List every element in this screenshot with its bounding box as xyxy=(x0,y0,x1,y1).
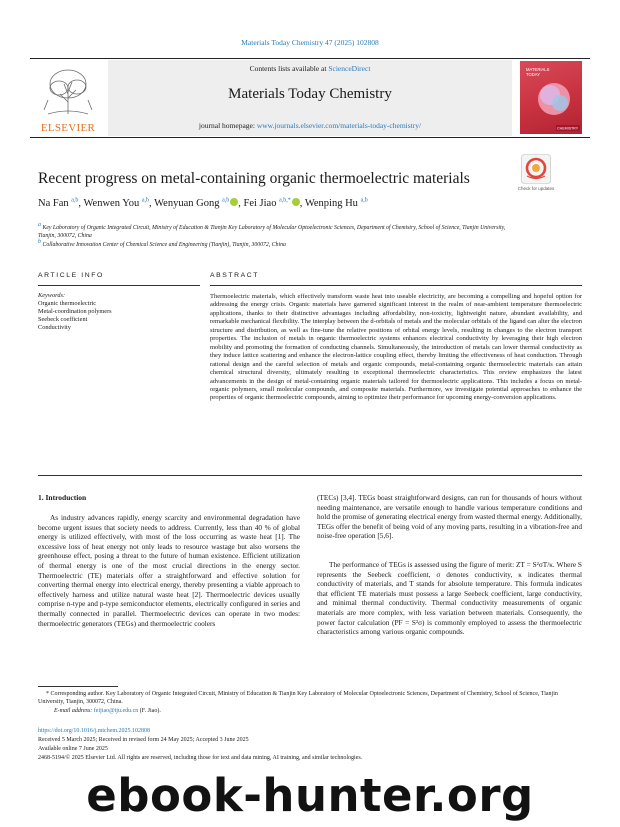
author-name[interactable]: Na Fan xyxy=(38,197,69,209)
author-separator: , xyxy=(238,197,244,209)
author[interactable] xyxy=(83,198,154,209)
contents-prefix: Contents lists available at xyxy=(249,64,329,73)
keywords-block xyxy=(38,292,198,332)
article-info-divider xyxy=(38,285,200,286)
keyword-item: Organic thermoelectric xyxy=(38,300,97,307)
author[interactable] xyxy=(305,198,368,209)
affiliation-b-label: b xyxy=(38,239,41,245)
email-label: E-mail address: xyxy=(54,708,94,714)
author-separator: , xyxy=(299,197,305,209)
journal-title: Materials Today Chemistry xyxy=(228,86,392,102)
cover-line-1: MATERIALS xyxy=(526,67,550,72)
affiliation-a-text: Key Laboratory of Organic Integrated Circuit, Ministry of Education & Tianjin Key Laboratory of Molecular Optoelectronic Sciences, Department of Chemistry, School of Science, Tianjin University, Tianjin, 300072, China xyxy=(38,224,506,239)
cover-line-2: TODAY xyxy=(526,72,541,77)
journal-homepage-line xyxy=(108,121,512,130)
abstract-text: Thermoelectric materials, which effectively transform waste heat into useable electricity, are becoming a compelling and hopeful option for addressing the energy crisis. Organic materials have garnered significant interest in the realm of near-ambient temperature thermoelectric applications, thanks to their distinctive advantages including affordability, non-toxicity, lightweight nature, abundant availability, and remarkable mechanical flexibility. The interplay between the d-orbitals of metals and the molecular orbitals of the ligand can alter the electron structure and distribution, as well as fine-tune the relative positions of orbital energy levels, resulting in changes to the electron transport properties. The inclusion of metals in organic thermoelectric systems enhances electrical conductivity by leveraging their high electron mobility and promoting the formation of conducting channels. Simultaneously, the introduction of metals can lower thermal conductivity as they induce lattice scattering and enhance the electron-lattice coupling effect, thereby limiting the effectiveness of heat conduction. Through rational design and the careful selection of metals and organic compounds, metal-containing organic thermoelectric materials can attain chemical structural diversity, ultimately resulting in exceptional thermoelectric characteristics. This review emphasizes the latest advancements in the design of metal-containing organic materials tailored for thermoelectric applications. This includes a focus on metal-organic polymers, small molecular compounds, and composite materials. Furthermore, we investigate potential approaches to enhance the properties of organic thermoelectric compounds, aiming to optimize their performance for upcoming energy-conversion applications. xyxy=(210,293,582,402)
journal-citation-link[interactable]: Materials Today Chemistry 47 (2025) 102808 xyxy=(241,38,379,47)
author-name[interactable]: Wenwen You xyxy=(83,197,140,209)
author[interactable] xyxy=(38,198,83,209)
author-separator: , xyxy=(149,197,155,209)
affiliation-a xyxy=(38,222,518,240)
available-online-date: Available online 7 June 2025 xyxy=(38,746,108,752)
affiliation-b xyxy=(38,239,518,250)
author-name[interactable]: Fei Jiao xyxy=(243,197,277,209)
sciencedirect-link[interactable]: ScienceDirect xyxy=(328,64,371,73)
footnote-divider xyxy=(38,686,118,687)
abstract-heading: ABSTRACT xyxy=(210,272,260,279)
corresponding-author-footnote: * Corresponding author. Key Laboratory of Organic Integrated Circuit, Ministry of Education & Tianjin Key Laboratory of Molecular Optoelectronic Sciences, Department of Chemistry, School of Science, Tianjin University, Tianjin, 300072, China. xyxy=(38,691,558,705)
elsevier-logo xyxy=(34,62,102,134)
email-line xyxy=(54,708,161,714)
article-info-heading: ARTICLE INFO xyxy=(38,272,104,279)
check-for-updates-icon[interactable] xyxy=(521,154,551,184)
abstract-divider xyxy=(210,285,582,286)
author[interactable] xyxy=(154,198,243,209)
author-name[interactable]: Wenyuan Gong xyxy=(154,197,220,209)
cover-line-3: CHEMISTRY xyxy=(557,126,579,131)
affiliation-b-text: Collaborative Innovation Center of Chemical Science and Engineering (Tianjin), Tianjin, 300072, China xyxy=(42,241,286,248)
author-affiliation-marker[interactable]: a,b xyxy=(141,197,150,203)
journal-homepage-link[interactable]: www.journals.elsevier.com/materials-today-chemistry/ xyxy=(256,121,422,130)
introduction-heading: 1. Introduction xyxy=(38,493,87,502)
article-title: Recent progress on metal-containing organic thermoelectric materials xyxy=(38,170,470,187)
keyword-item: Metal-coordination polymers xyxy=(38,308,112,315)
introduction-right-column-para-1: (TECs) [3,4]. TEGs boast straightforward designs, can run for thousands of hours without needing maintenance, are versatile enough to handle various temperature conditions and hold the promise of generating electrical energy from wasted thermal energy. Additionally, TEGs offer the benefit of being void of any moving parts, resulting in a vibration-free and noise-free operation [5,6]. xyxy=(317,493,582,541)
introduction-right-column-para-2: The performance of TEGs is assessed using the figure of merit: ZT = S²σT/κ. Where S represents the Seebeck coefficient, σ denotes conductivity, κ indicates thermal conductivity of materials, and T stands for absolute temperature. This formula indicates that efficient TE materials must possess a large Seebeck coefficient, large conductivity, and minimal thermal conductivity. Thermal conductivity measurements of organic materials are more complex, with less variation between materials. Consequently, the power factor calculation (PF = S²σ) is commonly employed to assess the thermoelectric characteristics among various organic compounds. xyxy=(317,560,582,637)
email-suffix: (F. Jiao). xyxy=(138,708,161,714)
watermark-text: ebook-hunter.org xyxy=(86,769,534,822)
author-name[interactable]: Wenping Hu xyxy=(304,197,358,209)
introduction-left-column: As industry advances rapidly, energy scarcity and environmental degradation have become urgent issues that society needs to address. Currently, less than 40 % of global energy is utilized effectively, with most of the loss occurring as waste heat [1]. The excessive loss of heat energy not only leads to resource wastage but also worsens the greenhouse effect, posing a threat to the future of human existence. Efficient utilization of thermal energy is one of the most crucial directions in the energy sector. Thermoelectric (TE) materials offer a straightforward and effective solution for converting thermal energy into electrical energy, thereby presenting a viable approach to effectively harness and utilize natural waste heat [2]. Thermoelectric devices usually comprise n-type and p-type semiconductor elements, electrically configured in series and thermally connected in parallel. Thermoelectric devices can operate in two modes: thermoelectric generators (TEGs) and thermoelectric coolers xyxy=(38,513,300,628)
email-link[interactable]: feijiao@tju.edu.cn xyxy=(93,708,139,714)
elsevier-wordmark: ELSEVIER xyxy=(40,122,96,134)
journal-cover-image[interactable] xyxy=(520,61,582,134)
author-separator: , xyxy=(78,197,84,209)
keywords-label: Keywords: xyxy=(38,292,66,299)
keyword-item: Conductivity xyxy=(38,324,71,331)
contents-available-line xyxy=(108,64,512,73)
author[interactable] xyxy=(244,198,305,209)
homepage-prefix: journal homepage: xyxy=(198,121,257,130)
check-for-updates-label[interactable]: Check for updates xyxy=(517,186,555,191)
doi-link[interactable]: https://doi.org/10.1016/j.mtchem.2025.102808 xyxy=(38,728,151,734)
author-affiliation-marker[interactable]: a,b xyxy=(222,197,230,203)
author-affiliation-marker[interactable]: a,b xyxy=(360,197,368,203)
abstract-bottom-divider xyxy=(38,475,582,476)
keyword-item: Seebeck coefficient xyxy=(38,316,88,323)
author-affiliation-marker[interactable]: a,b,* xyxy=(279,197,291,203)
orcid-icon[interactable] xyxy=(292,198,300,206)
affiliation-a-label: a xyxy=(38,222,41,228)
received-dates: Received 5 March 2025; Received in revised form 24 May 2025; Accepted 3 June 2025 xyxy=(38,737,249,743)
author-list xyxy=(38,197,578,209)
copyright-line: 2468-5194/© 2025 Elsevier Ltd. All rights are reserved, including those for text and data mining, AI training, and similar technologies. xyxy=(38,755,363,761)
author-affiliation-marker[interactable]: a,b xyxy=(71,197,79,203)
